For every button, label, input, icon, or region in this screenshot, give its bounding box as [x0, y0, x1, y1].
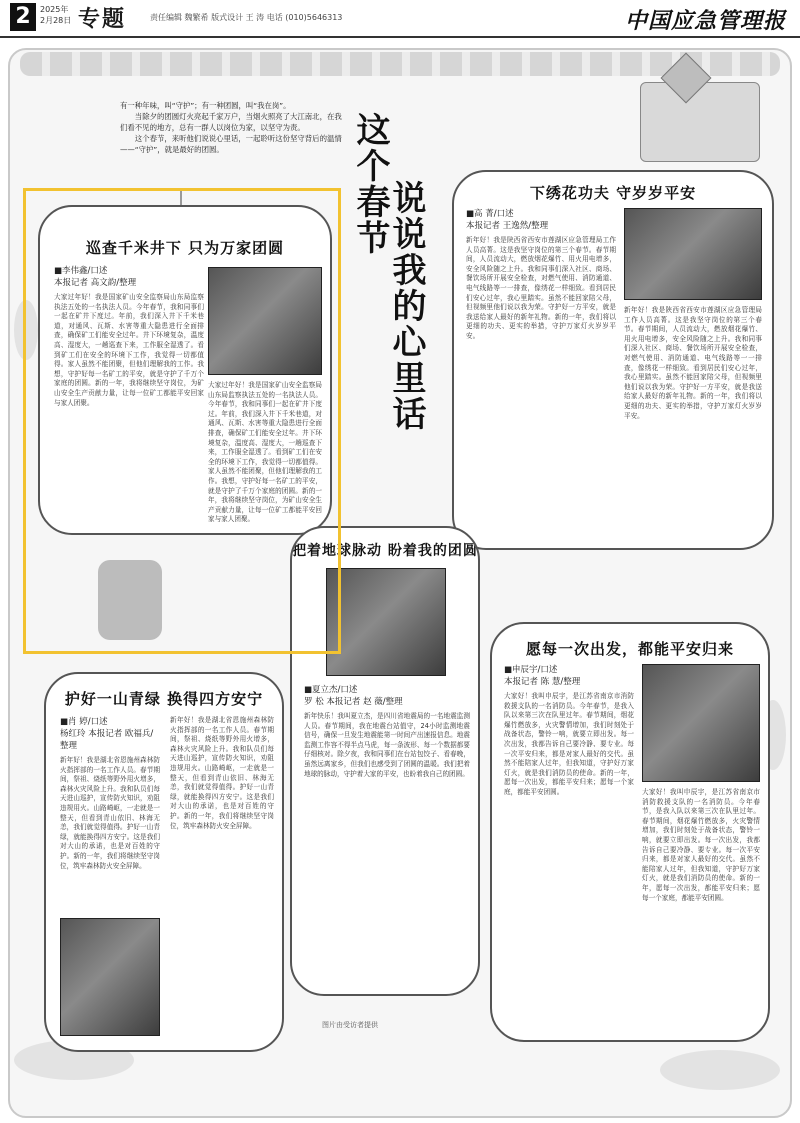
story-4-body-continued: 新年好！我是湖北省恩施州森林防火指挥部的一名工作人员。春节期间，祭祖、烧纸等野外用火增多，森林火灾风险上升。我和队员们每天进山巡护，宣传防火知识，劝阻违规用火。山路崎岖，一走就是一整天，但看到青山依旧、林海无恙，我们就觉得值得。护好一山青绿，就能换得四方安宁。这是我们对大山的承诺，也是对百姓的守护。新的一年，我们将继续坚守岗位，筑牢森林防火安全屏障。	[170, 716, 274, 830]
story-1-body-continued: 大家过年好！我是国家矿山安全监察局山东局监察执法五处的一名执法人员。今年春节，我和同事们一起在矿井下度过。年前，我们深入井下千米巷道，对通风、瓦斯、水害等重大隐患进行全面排查，确保矿工们能安全过年。井下环境复杂，温度高、湿度大，一趟巡查下来，工作服全湿透了。看到矿工们在安全的环境下工作，我觉得一切都值得。家人虽然不能团聚，但他们理解我的工作。我想，守护好每一名矿工的平安，就是守护了千万个家庭的团圆。新的一年，我将继续坚守岗位，为矿山安全生产贡献力量，让每一位矿工都能平安回家与家人团聚。	[208, 381, 322, 524]
story-3-narrator: ■夏立杰/口述	[304, 685, 358, 695]
story-3-reporter: 罗 松 本报记者 赵 薇/整理	[304, 697, 403, 707]
section-title: 专题	[78, 7, 127, 32]
cloud-decoration	[660, 1050, 780, 1090]
photo-credit: 图片由受访者提供	[322, 1021, 378, 1029]
editor-credits: 责任编辑 魏繁希 版式设计 王 涛 电话 (010)5646313	[150, 13, 343, 22]
story-4-reporter: 杨红玲 本报记者 欧福兵/整理	[60, 729, 154, 751]
main-headline-col1: 这个春节	[350, 112, 390, 256]
story-3-title: 把着地球脉动 盼着我的团圆	[292, 543, 478, 559]
story-3-photo	[326, 568, 446, 676]
story-3-body: 新年快乐！我叫夏立杰，是四川省地震局的一名地震监测人员。春节期间，我在地震台站值守，24小时监测地震信号，确保一旦发生地震能第一时间产出速报信息。地震监测工作容不得半点马虎，每一条波形、每一个数据都要仔细核对。除夕夜，我和同事们在台站包饺子、看春晚，虽然远离家乡，但我们也感受到了团圆的温暖。我们把着地球的脉动，守护着大家的平安，也盼着我自己的团圆。	[304, 712, 470, 778]
story-1-narrator: ■李伟鑫/口述	[54, 266, 108, 276]
page-header	[0, 0, 800, 38]
page-number: 2	[10, 3, 36, 31]
cloud-decoration	[14, 300, 38, 360]
story-1-body: 大家过年好！我是国家矿山安全监察局山东局监察执法五处的一名执法人员。今年春节，我和同事们一起在矿井下度过。年前，我们深入井下千米巷道，对通风、瓦斯、水害等重大隐患进行全面排查，确保矿工们能安全过年。井下环境复杂，温度高、湿度大，一趟巡查下来，工作服全湿透了。看到矿工们在安全的环境下工作，我觉得一切都值得。家人虽然不能团聚，但他们理解我的工作。我想，守护好每一名矿工的平安，就是守护了千万个家庭的团圆。新的一年，我将继续坚守岗位，为矿山安全生产贡献力量，让每一位矿工都能平安回家与家人团聚。	[54, 293, 204, 407]
gift-box-illustration	[640, 82, 760, 162]
main-headline-col2: 说说我的心里话	[386, 180, 426, 432]
story-panel-3	[290, 526, 480, 996]
story-2-reporter: 本报记者 王逸然/整理	[466, 221, 549, 231]
issue-date-day: 2月28日	[40, 16, 72, 25]
story-2-body-continued: 新年好！我是陕西省西安市莲湖区应急管理局工作人员高菁。这是我坚守岗位的第三个春节。春节期间，人员流动大，燃放烟花爆竹、用火用电增多，安全风险随之上升。我和同事们深入社区、商场、餐饮场所开展安全检查，对燃气使用、消防通道、电气线路等一一排查，像绣花一样细致。看到居民们安心过年，我心里踏实。虽然不能回家陪父母，但视频里他们说以我为荣。守护好一方平安，就是我送给家人最好的新年礼物。新的一年，我们将以更细的功夫、更实的举措，守护万家灯火岁岁平安。	[624, 306, 762, 420]
intro-paragraph: 有一种年味，叫“守护”；有一种团圆，叫“我在岗”。	[120, 101, 291, 110]
lantern-ornament	[98, 560, 162, 640]
story-5-title: 愿每一次出发，都能平安归来	[525, 640, 734, 658]
intro-paragraph: 这个春节，来听他们说说心里话，一起聆听这份坚守背后的温情——“守护”，就是最好的团圆。	[120, 134, 342, 154]
story-panel-4	[44, 672, 284, 1052]
issue-date-year: 2025年	[40, 5, 69, 14]
story-1-reporter: 本报记者 高文韵/整理	[54, 278, 137, 288]
story-2-narrator: ■高 菁/口述	[466, 209, 514, 219]
story-5-reporter: 本报记者 陈 慧/整理	[504, 677, 581, 687]
story-2-body: 新年好！我是陕西省西安市莲湖区应急管理局工作人员高菁。这是我坚守岗位的第三个春节。春节期间，人员流动大，燃放烟花爆竹、用火用电增多，安全风险随之上升。我和同事们深入社区、商场、餐饮场所开展安全检查，对燃气使用、消防通道、电气线路等一一排查，像绣花一样细致。看到居民们安心过年，我心里踏实。虽然不能回家陪父母，但视频里他们说以我为荣。守护好一方平安，就是我送给家人最好的新年礼物。新的一年，我们将以更细的功夫、更实的举措，守护万家灯火岁岁平安。	[466, 236, 616, 340]
story-4-body: 新年好！我是湖北省恩施州森林防火指挥部的一名工作人员。春节期间，祭祖、烧纸等野外用火增多，森林火灾风险上升。我和队员们每天进山巡护，宣传防火知识，劝阻违规用火。山路崎岖，一走就是一整天，但看到青山依旧、林海无恙，我们就觉得值得。护好一山青绿，就能换得四方安宁。这是我们对大山的承诺，也是对百姓的守护。新的一年，我们将继续坚守岗位，筑牢森林防火安全屏障。	[60, 756, 160, 870]
story-5-body-continued: 大家好！我叫申辰宇，是江苏省南京市消防救援支队的一名消防员。今年春节，是我入队以来第三次在队里过年。春节期间，烟花爆竹燃放多，火灾警情增加，我们时刻处于战备状态，警铃一响，就要立即出发。每一次出发，我都告诉自己要冷静、要专业。每一次平安归来，都是对家人最好的交代。虽然不能陪家人过年，但我知道，守护好万家灯火，就是我们消防员的使命。新的一年，愿每一次出发，都能平安归来；愿每一个家庭，都能平安团圆。	[642, 788, 760, 902]
story-4-photo	[60, 918, 160, 1036]
story-1-photo	[208, 267, 322, 375]
story-5-photo	[642, 664, 760, 782]
story-2-title: 下绣花功夫 守岁岁平安	[529, 184, 697, 202]
intro-text	[120, 100, 345, 155]
story-2-photo	[624, 208, 762, 300]
story-4-narrator: ■肖 婷/口述	[60, 717, 108, 727]
story-panel-5	[490, 622, 770, 1042]
intro-paragraph: 当除夕的团圆灯火亮起千家万户，当烟火照亮了大江南北，在我们看不见的地方，总有一群人以岗位为家，以坚守为责。	[120, 112, 342, 132]
story-5-body: 大家好！我叫申辰宇，是江苏省南京市消防救援支队的一名消防员。今年春节，是我入队以来第三次在队里过年。春节期间，烟花爆竹燃放多，火灾警情增加，我们时刻处于战备状态，警铃一响，就要立即出发。每一次出发，我都告诉自己要冷静、要专业。每一次平安归来，都是对家人最好的交代。虽然不能陪家人过年，但我知道，守护好万家灯火，就是我们消防员的使命。新的一年，愿每一次出发，都能平安归来；愿每一个家庭，都能平安团圆。	[504, 692, 634, 796]
story-panel-2	[452, 170, 774, 550]
story-1-title: 巡查千米井下 只为万家团圆	[85, 239, 285, 257]
newspaper-brand: 中国应急管理报	[624, 8, 786, 34]
issue-date	[40, 4, 71, 26]
story-4-title: 护好一山青绿 换得四方安宁	[64, 690, 264, 708]
story-panel-1	[38, 205, 332, 535]
story-5-narrator: ■申辰宇/口述	[504, 665, 558, 675]
